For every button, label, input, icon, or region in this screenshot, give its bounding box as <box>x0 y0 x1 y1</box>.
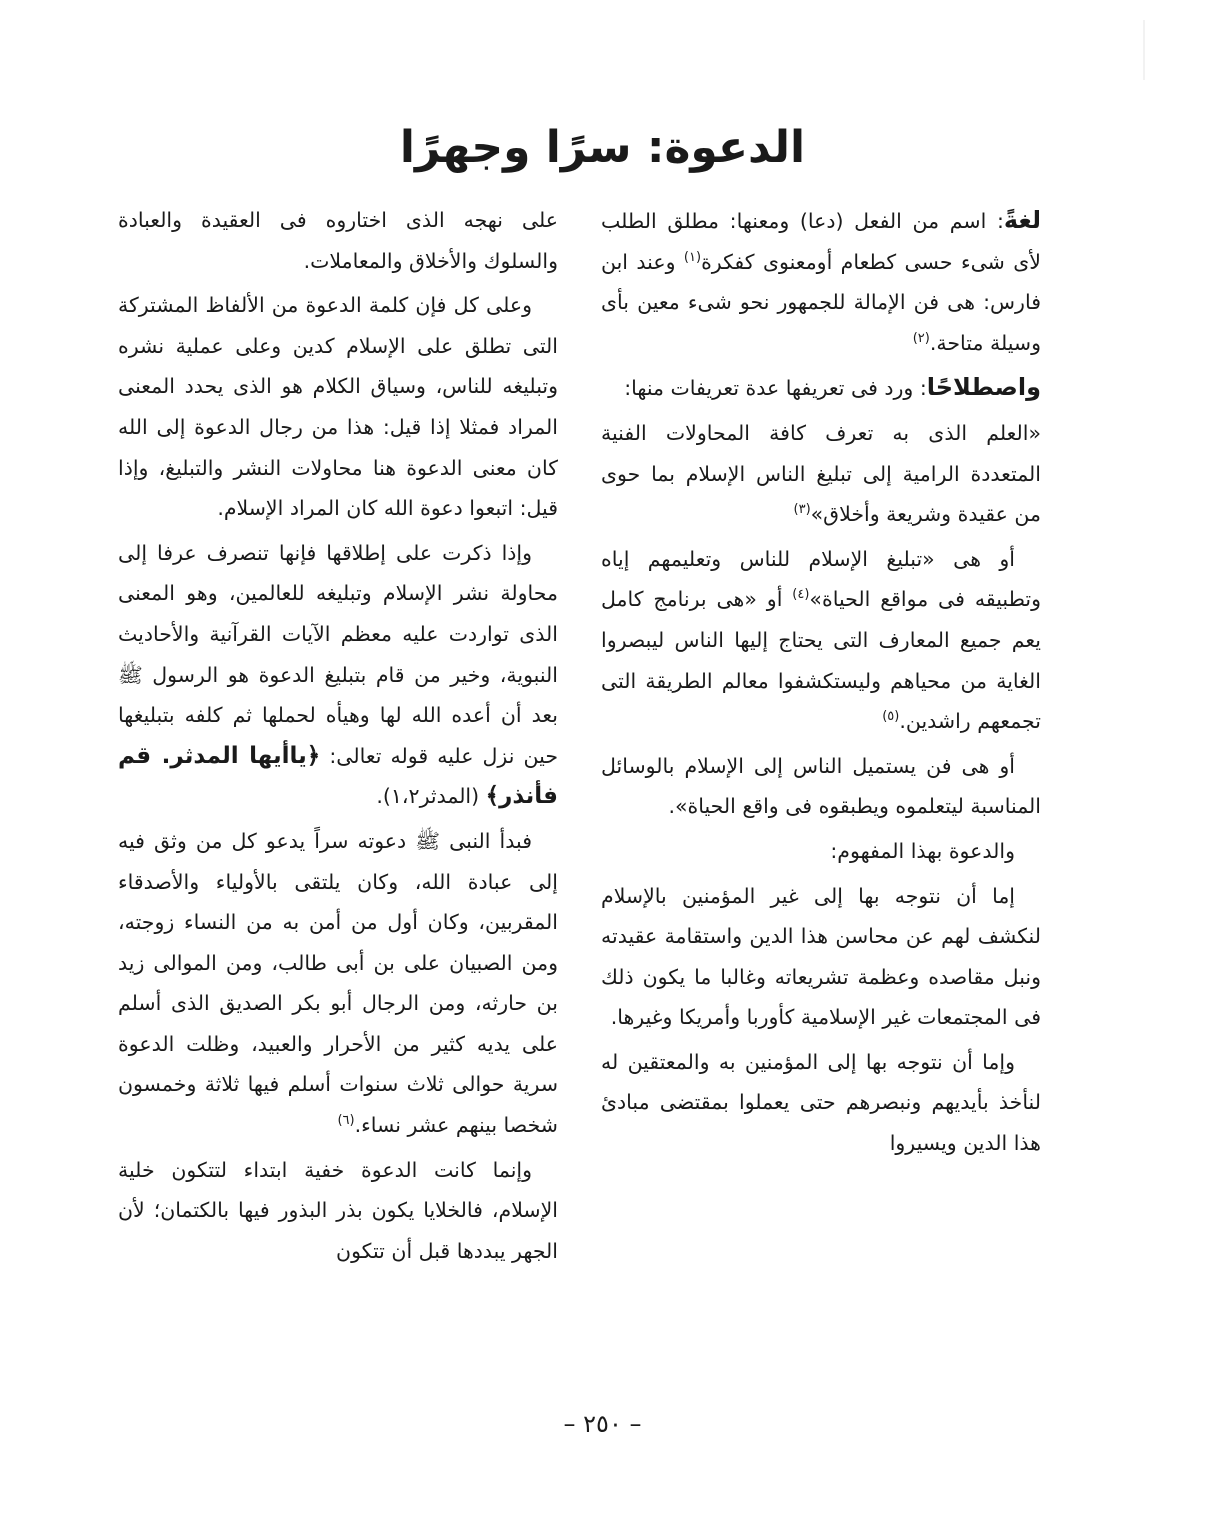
paragraph: على نهجه الذى اختاروه فى العقيدة والعبادة والسلوك والأخلاق والمعاملات. <box>118 208 558 273</box>
paragraph-text: وعند ابن فارس: هى فن الإمالة للجمهور نحو شىء معين بأى وسيلة متاحة. <box>601 249 1041 355</box>
paragraph-text: فبدأ النبى ﷺ دعوته سراً يدعو كل من وثق فيه إلى عبادة الله، وكان يلتقى بالأولياء والأصدقاء المقربين، وكان أول من أمن به من النساء زوجته، ومن الصبيان على بن أبى طالب، ومن الموالى زيد بن حارثه، ومن الرجال أبو بكر الصديق الذى أسلم على يديه كثير من الأحرار والعبيد، وظلت الدعوة سرية حوالى ثلاث سنوات أسلم فيها ثلاثة وخمسون شخصا بينهم عشر نساء. <box>118 828 558 1138</box>
paragraph <box>118 533 558 817</box>
paragraph-quote <box>601 413 1041 535</box>
footnote-marker: (٢) <box>912 330 930 346</box>
term-istilahan: واصطلاحًا <box>926 373 1041 402</box>
paragraph: والدعوة بهذا المفهوم: <box>830 838 1015 863</box>
paragraph <box>601 539 1041 742</box>
paragraph: وإنما كانت الدعوة خفية ابتداء لتتكون خلية الإسلام، فالخلايا يكون بذر البذور فيها بالكتمان؛ لأن الجهر يبددها قبل أن تتكون <box>118 1157 558 1263</box>
left-column <box>118 200 558 1275</box>
footnote-marker: (١) <box>683 249 702 265</box>
footnote-marker: (٣) <box>793 502 811 518</box>
page-number: – ٢٥٠ – <box>563 1410 642 1438</box>
paragraph: إما أن نتوجه بها إلى غير المؤمنين بالإسلام لنكشف لهم عن محاسن هذا الدين واستقامة عقيدته ونبل مقاصده وعظمة تشريعاته وغالبا ما يكون ذلك فى المجتمعات غير الإسلامية كأوربا وأمريكا وغيرها. <box>601 883 1041 1030</box>
paragraph-text: : ورد فى تعريفها عدة تعريفات منها: <box>624 376 927 401</box>
paragraph-text: : اسم من الفعل (دعا) ومعنها: مطلق الطلب لأى شىء حسى كطعام أومعنوى كفكرة <box>601 209 1042 274</box>
verse-reference: (المدثر١،٢). <box>376 784 486 809</box>
paragraph: أو هى فن يستميل الناس إلى الإسلام بالوسائل المناسبة ليتعلموه ويطبقوه فى واقع الحياة». <box>601 753 1041 819</box>
paragraph: وإما أن نتوجه بها إلى المؤمنين به والمعتقين له لنأخذ بأيديهم ونبصرهم حتى يعملوا بمقتضى مبادئ هذا الدين ويسيروا <box>601 1049 1041 1156</box>
footnote-marker: (٤) <box>792 587 810 603</box>
paragraph-text: أو «هى برنامج كامل يعم جميع المعارف التى يحتاج إليها الناس ليبصروا الغاية من محياهم وليستكشفوا معالم الطريقة التى تجمعهم راشدين. <box>601 587 1041 734</box>
paragraph-definition-technical <box>601 367 1041 409</box>
footnote-marker: (٥) <box>882 709 900 725</box>
paragraph-definition-lexical <box>601 200 1041 363</box>
footnote-marker: (٦) <box>337 1113 355 1129</box>
paragraph-text: «العلم الذى به تعرف كافة المحاولات الفنية المتعددة الرامية إلى تبليغ الناس الإسلام بما حوى من عقيدة وشريعة وأخلاق» <box>601 420 1041 527</box>
paragraph <box>118 821 558 1146</box>
page-title: الدعوة: سرًا وجهرًا <box>399 122 806 173</box>
right-column <box>601 200 1041 1168</box>
scan-artifact <box>1143 20 1145 80</box>
paragraph-text: أو هى «تبليغ الإسلام للناس وتعليمهم إياه وتطبيقه فى مواقع الحياة» <box>601 546 1041 612</box>
term-lughatan: لغةً <box>1003 206 1041 234</box>
paragraph-text: وإذا ذكرت على إطلاقها فإنها تنصرف عرفا إلى محاولة نشر الإسلام وتبليغه للعالمين، وهو المعنى الذى تواردت عليه معظم الآيات القرآنية والأحاديث النبوية، وخير من قام بتبليغ الدعوة هو الرسول ﷺ بعد أن أعده الله لها وهيأه لحملها ثم كلفه بتبليغها حين نزل عليه قوله تعالى: <box>118 540 559 768</box>
paragraph: وعلى كل فإن كلمة الدعوة من الألفاظ المشتركة التى تطلق على الإسلام كدين وعلى عملية نشره وتبليغه للناس، وسياق الكلام هو الذى يحدد المعنى المراد فمثلا إذا قيل: هذا من رجال الدعوة إلى الله كان معنى الدعوة هنا محاولات النشر والتبليغ، وإذا قيل: اتبعوا دعوة الله كان المراد الإسلام. <box>118 293 558 521</box>
quran-verse: ﴿ياأيها المدثر. قم فأنذر﴾ <box>118 742 558 810</box>
